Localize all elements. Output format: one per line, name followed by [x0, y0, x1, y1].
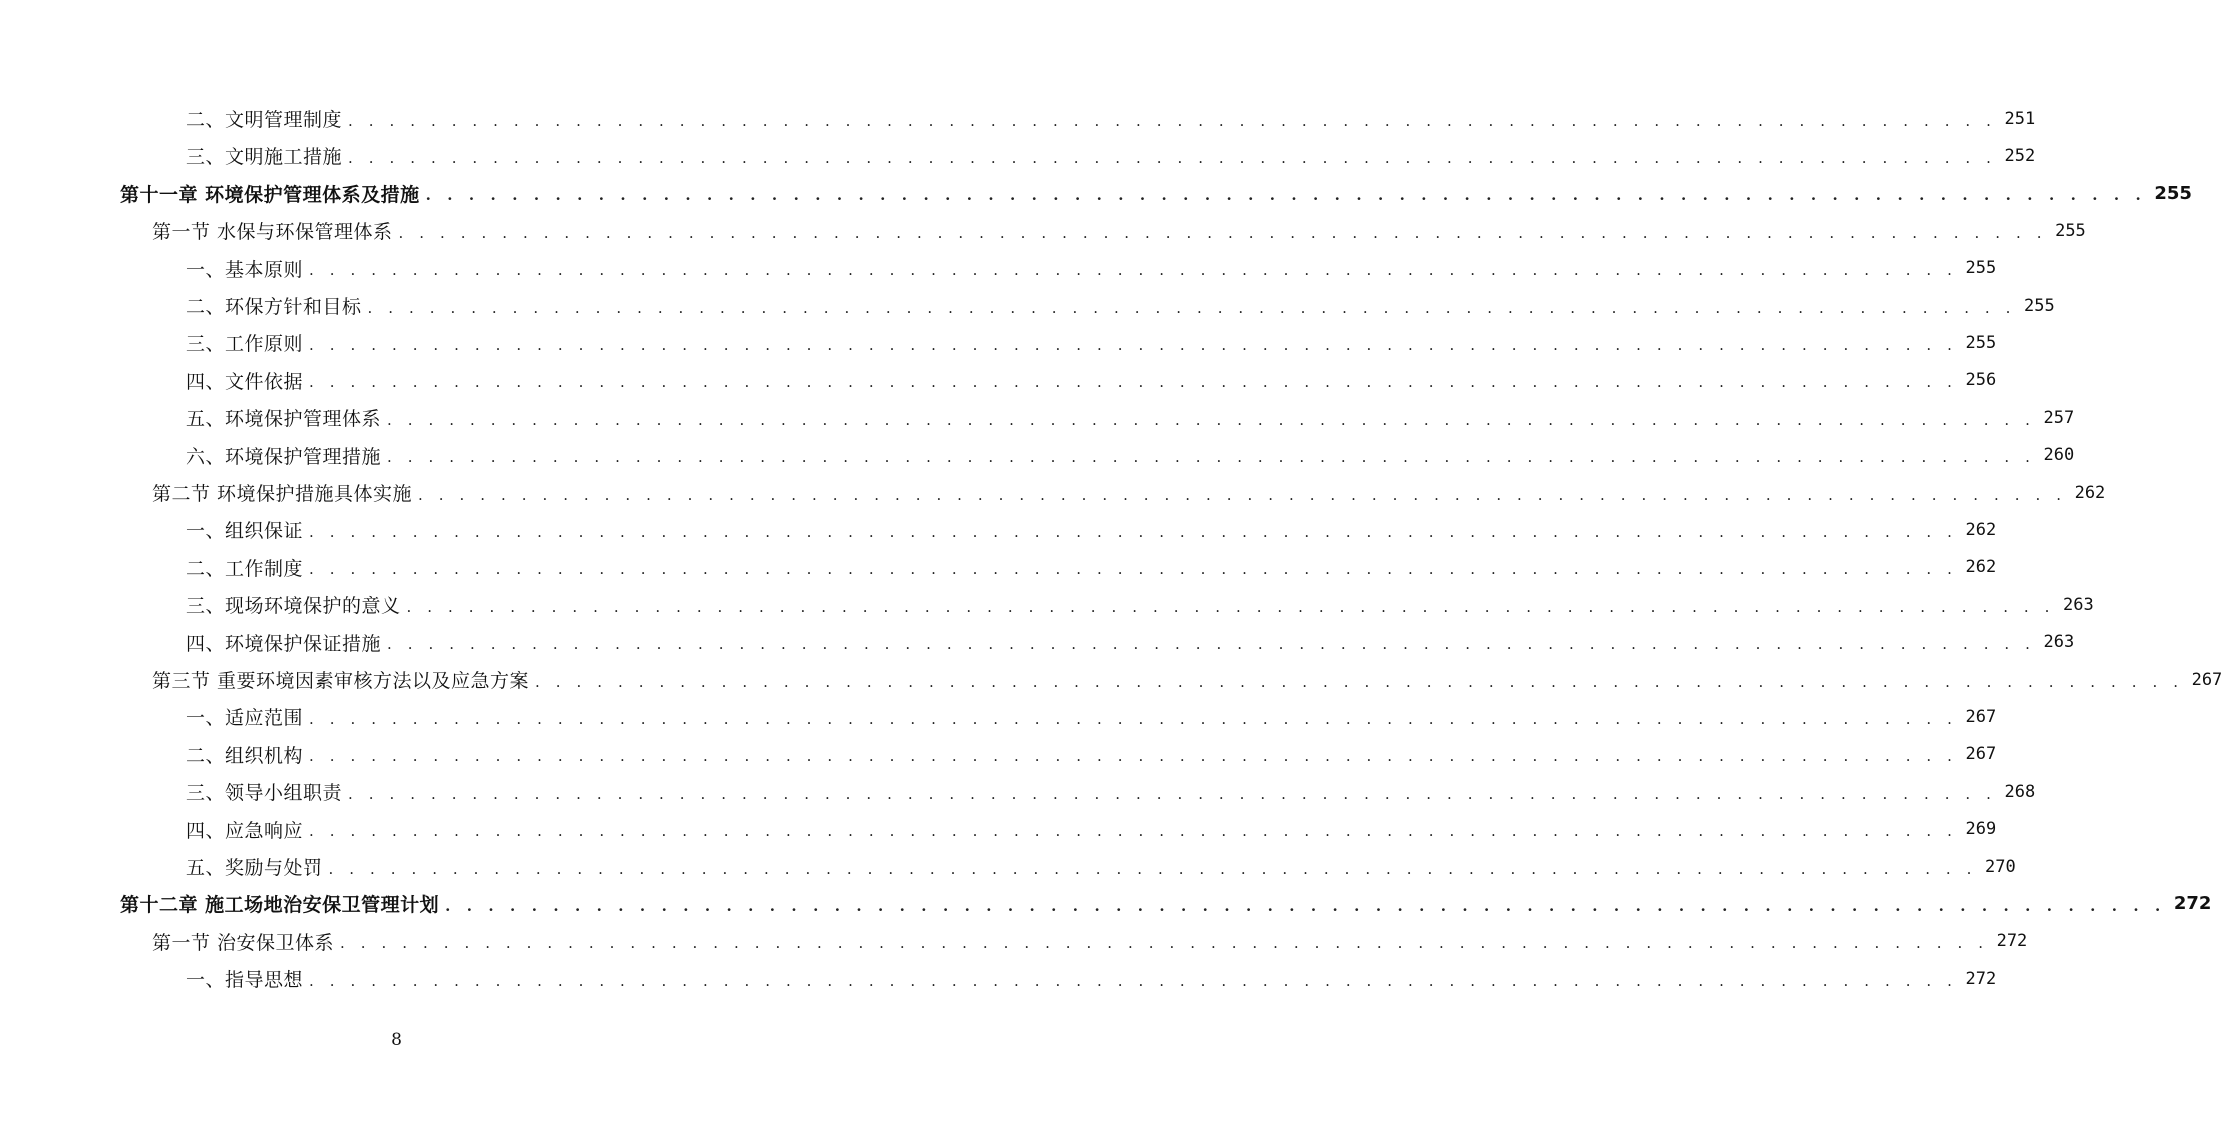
toc-entry-title: 第二节 环境保护措施具体实施: [152, 483, 413, 505]
toc-entry-title: 第一节 治安保卫体系: [152, 931, 335, 954]
toc-section-entry: [0, 661, 2222, 698]
toc-dot-leader: . . . . . . . . . . . . . . . . . . . . . . . . . . . . . . . . . . . . . . . . . . . . . . . . . . . . . . . . . . . . . . . . . . . . . . . . . . . . . . . .: [348, 784, 1997, 803]
toc-subsection-entry: [0, 848, 2016, 885]
toc-entry-page-number: 255: [2154, 182, 2192, 204]
toc-subsection-entry: [0, 287, 2055, 324]
toc-subsection-entry: [0, 362, 1997, 399]
toc-section-entry: [0, 923, 2028, 960]
toc-entry-page-number: 255: [1965, 332, 1997, 353]
toc-dot-leader: . . . . . . . . . . . . . . . . . . . . . . . . . . . . . . . . . . . . . . . . . . . . . . . . . . . . . . . . . . . . . . . . . . . . . . . . . . . . . . . .: [309, 560, 1958, 579]
toc-entry-page-number: 262: [1965, 557, 1997, 578]
toc-entry-title: 一、指导思想: [186, 969, 304, 992]
toc-subsection-entry: [0, 736, 1997, 773]
toc-subsection-entry: [0, 511, 1997, 548]
toc-entry-page-number: 255: [2055, 220, 2086, 241]
toc-dot-leader: . . . . . . . . . . . . . . . . . . . . . . . . . . . . . . . . . . . . . . . . . . . . . . . . . . . . . . . . . . . . . . . . . . . . . . . . . . . . . . . .: [309, 335, 1958, 354]
toc-subsection-entry: [0, 773, 2036, 810]
toc-dot-leader: . . . . . . . . . . . . . . . . . . . . . . . . . . . . . . . . . . . . . . . . . . . . . . . . . . . . . . . . . . . . . . . . . . . . . . . . . . . . . . . .: [425, 186, 2147, 205]
toc-entry-page-number: 263: [2063, 594, 2094, 615]
toc-entry-page-number: 262: [1965, 519, 1997, 540]
toc-entry-page-number: 272: [1996, 931, 2028, 952]
toc-entry-title: 第三节 重要环境因素审核方法以及应急方案: [152, 670, 530, 692]
toc-dot-leader: . . . . . . . . . . . . . . . . . . . . . . . . . . . . . . . . . . . . . . . . . . . . . . . . . . . . . . . . . . . . . . . . . . . . . . . . . . . . . . . .: [387, 448, 2036, 467]
toc-entry-title: 二、环保方针和目标: [186, 296, 362, 318]
toc-dot-leader: . . . . . . . . . . . . . . . . . . . . . . . . . . . . . . . . . . . . . . . . . . . . . . . . . . . . . . . . . . . . . . . . . . . . . . . . . . . . . . . .: [367, 298, 2017, 317]
toc-entry-title: 第一节 水保与环保管理体系: [152, 221, 393, 244]
toc-entry-page-number: 270: [1985, 856, 2016, 877]
toc-entry-page-number: 272: [2173, 893, 2212, 915]
toc-dot-leader: . . . . . . . . . . . . . . . . . . . . . . . . . . . . . . . . . . . . . . . . . . . . . . . . . . . . . . . . . . . . . . . . . . . . . . . . . . . . . . . .: [309, 747, 1958, 766]
toc-dot-leader: . . . . . . . . . . . . . . . . . . . . . . . . . . . . . . . . . . . . . . . . . . . . . . . . . . . . . . . . . . . . . . . . . . . . . . . . . . . . . . . .: [406, 597, 2056, 616]
toc-chapter-entry: [0, 885, 2212, 922]
toc-entry-title: 一、组织保证: [186, 520, 304, 543]
toc-entry-page-number: 269: [1965, 819, 1997, 840]
toc-entry-title: 三、工作原则: [186, 333, 304, 356]
toc-dot-leader: . . . . . . . . . . . . . . . . . . . . . . . . . . . . . . . . . . . . . . . . . . . . . . . . . . . . . . . . . . . . . . . . . . . . . . . . . . . . . . . .: [418, 485, 2067, 504]
toc-entry-title: 四、应急响应: [186, 819, 304, 842]
toc-entry-title: 二、工作制度: [186, 557, 304, 580]
toc-entry-title: 二、文明管理制度: [186, 109, 343, 131]
toc-dot-leader: . . . . . . . . . . . . . . . . . . . . . . . . . . . . . . . . . . . . . . . . . . . . . . . . . . . . . . . . . . . . . . . . . . . . . . . . . . . . . . . .: [445, 896, 2166, 915]
toc-dot-leader: . . . . . . . . . . . . . . . . . . . . . . . . . . . . . . . . . . . . . . . . . . . . . . . . . . . . . . . . . . . . . . . . . . . . . . . . . . . . . . . .: [309, 971, 1958, 990]
toc-entry-title: 第十一章 环境保护管理体系及措施: [120, 183, 420, 206]
toc-dot-leader: . . . . . . . . . . . . . . . . . . . . . . . . . . . . . . . . . . . . . . . . . . . . . . . . . . . . . . . . . . . . . . . . . . . . . . . . . . . . . . . .: [328, 859, 1978, 878]
toc-entry-title: 三、领导小组职责: [186, 782, 343, 805]
toc-subsection-entry: [0, 250, 1997, 287]
toc-entry-title: 五、奖励与处罚: [186, 857, 323, 879]
toc-entry-title: 六、环境保护管理措施: [186, 445, 382, 468]
toc-entry-title: 四、环境保护保证措施: [186, 632, 382, 655]
toc-entry-page-number: 257: [2043, 407, 2075, 428]
toc-dot-leader: . . . . . . . . . . . . . . . . . . . . . . . . . . . . . . . . . . . . . . . . . . . . . . . . . . . . . . . . . . . . . . . . . . . . . . . . . . . . . . . .: [387, 410, 2036, 429]
toc-entry-page-number: 267: [2191, 669, 2222, 690]
toc-entry-page-number: 267: [1965, 744, 1997, 765]
toc-entry-page-number: 251: [2004, 108, 2036, 129]
toc-subsection-entry: [0, 324, 1997, 361]
toc-dot-leader: . . . . . . . . . . . . . . . . . . . . . . . . . . . . . . . . . . . . . . . . . . . . . . . . . . . . . . . . . . . . . . . . . . . . . . . . . . . . . . . .: [340, 934, 1989, 953]
toc-chapter-entry: [0, 175, 2192, 212]
toc-entry-page-number: 268: [2004, 781, 2036, 802]
toc-subsection-entry: [0, 100, 2036, 137]
toc-dot-leader: . . . . . . . . . . . . . . . . . . . . . . . . . . . . . . . . . . . . . . . . . . . . . . . . . . . . . . . . . . . . . . . . . . . . . . . . . . . . . . . .: [309, 709, 1958, 728]
toc-entry-title: 第十二章 施工场地治安保卫管理计划: [120, 894, 440, 917]
toc-entry-page-number: 256: [1965, 370, 1997, 391]
page-number: 8: [391, 1030, 402, 1050]
toc-entry-page-number: 263: [2043, 632, 2075, 653]
toc-subsection-entry: [0, 698, 1997, 735]
toc-entry-page-number: 272: [1965, 968, 1997, 989]
toc-entry-page-number: 255: [1965, 258, 1997, 279]
toc-subsection-entry: [0, 586, 2094, 623]
toc-entry-title: 三、现场环境保护的意义: [186, 595, 401, 618]
toc-subsection-entry: [0, 399, 2075, 436]
toc-entry-title: 五、环境保护管理体系: [186, 408, 382, 431]
toc-entry-page-number: 260: [2043, 445, 2075, 466]
toc-dot-leader: . . . . . . . . . . . . . . . . . . . . . . . . . . . . . . . . . . . . . . . . . . . . . . . . . . . . . . . . . . . . . . . . . . . . . . . . . . . . . . . .: [348, 148, 1997, 167]
toc-dot-leader: . . . . . . . . . . . . . . . . . . . . . . . . . . . . . . . . . . . . . . . . . . . . . . . . . . . . . . . . . . . . . . . . . . . . . . . . . . . . . . . .: [387, 635, 2036, 654]
toc-dot-leader: . . . . . . . . . . . . . . . . . . . . . . . . . . . . . . . . . . . . . . . . . . . . . . . . . . . . . . . . . . . . . . . . . . . . . . . . . . . . . . . .: [309, 261, 1958, 280]
toc-entry-title: 一、适应范围: [186, 707, 304, 730]
toc-subsection-entry: [0, 549, 1997, 586]
toc-dot-leader: . . . . . . . . . . . . . . . . . . . . . . . . . . . . . . . . . . . . . . . . . . . . . . . . . . . . . . . . . . . . . . . . . . . . . . . . . . . . . . . .: [398, 223, 2048, 242]
toc-subsection-entry: [0, 437, 2075, 474]
toc-entry-title: 四、文件依据: [186, 370, 304, 393]
toc-subsection-entry: [0, 811, 1997, 848]
toc-dot-leader: . . . . . . . . . . . . . . . . . . . . . . . . . . . . . . . . . . . . . . . . . . . . . . . . . . . . . . . . . . . . . . . . . . . . . . . . . . . . . . . .: [535, 672, 2184, 691]
toc-dot-leader: . . . . . . . . . . . . . . . . . . . . . . . . . . . . . . . . . . . . . . . . . . . . . . . . . . . . . . . . . . . . . . . . . . . . . . . . . . . . . . . .: [309, 373, 1958, 392]
toc-dot-leader: . . . . . . . . . . . . . . . . . . . . . . . . . . . . . . . . . . . . . . . . . . . . . . . . . . . . . . . . . . . . . . . . . . . . . . . . . . . . . . . .: [309, 822, 1958, 841]
toc-section-entry: [0, 474, 2106, 511]
toc-dot-leader: . . . . . . . . . . . . . . . . . . . . . . . . . . . . . . . . . . . . . . . . . . . . . . . . . . . . . . . . . . . . . . . . . . . . . . . . . . . . . . . .: [348, 111, 1997, 130]
toc-entry-title: 二、组织机构: [186, 744, 304, 767]
toc-entry-page-number: 267: [1965, 706, 1997, 727]
toc-section-entry: [0, 212, 2086, 249]
toc-subsection-entry: [0, 960, 1997, 997]
toc-entry-page-number: 255: [2024, 295, 2055, 316]
toc-entry-page-number: 262: [2074, 482, 2106, 503]
toc-dot-leader: . . . . . . . . . . . . . . . . . . . . . . . . . . . . . . . . . . . . . . . . . . . . . . . . . . . . . . . . . . . . . . . . . . . . . . . . . . . . . . . .: [309, 522, 1958, 541]
toc-subsection-entry: [0, 624, 2075, 661]
toc-entry-page-number: 252: [2004, 145, 2036, 166]
toc-entry-title: 一、基本原则: [186, 258, 304, 281]
toc-subsection-entry: [0, 137, 2036, 174]
toc-entry-title: 三、文明施工措施: [186, 146, 343, 169]
